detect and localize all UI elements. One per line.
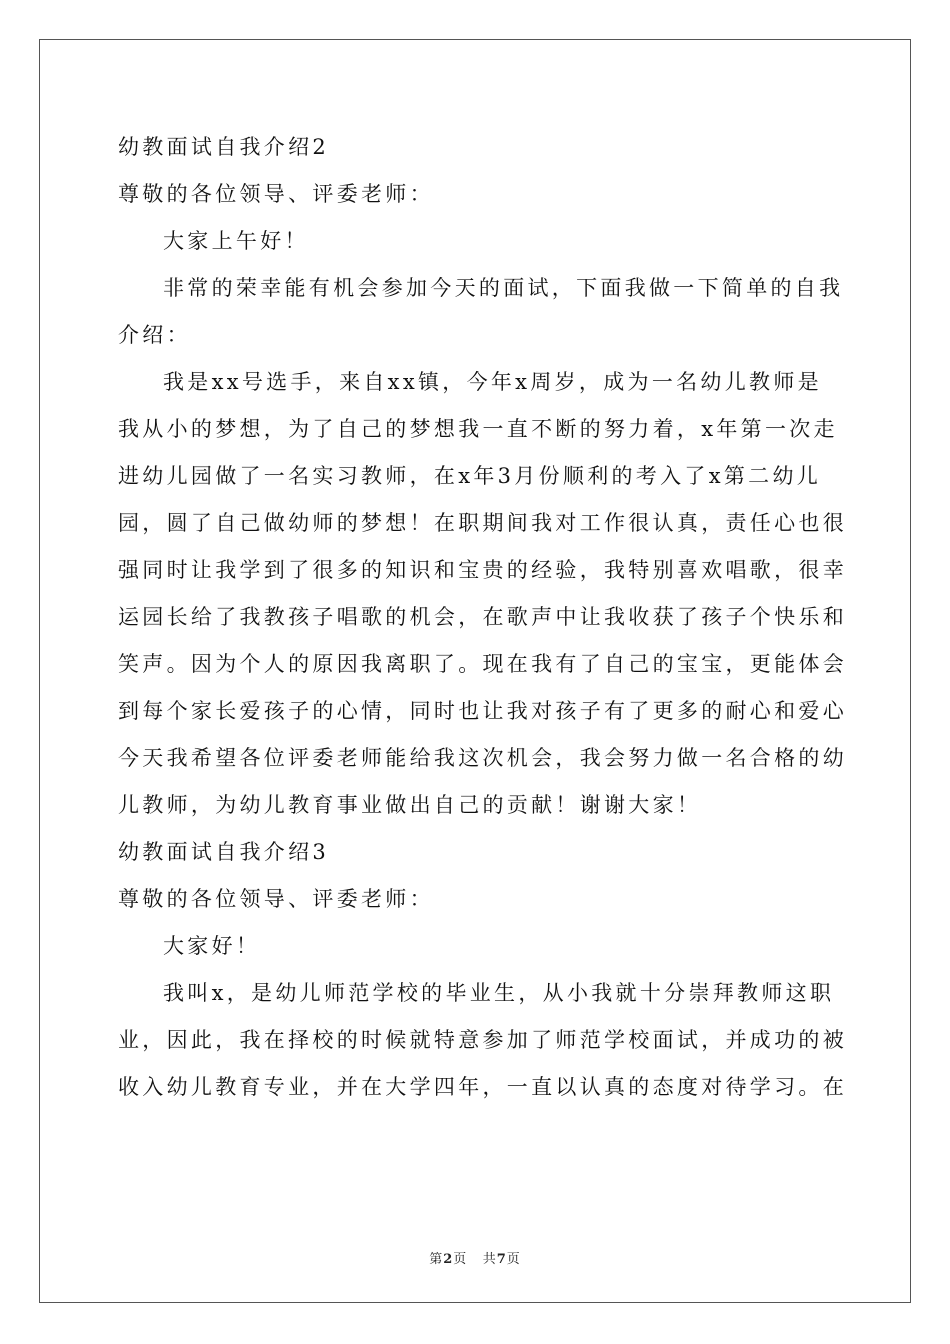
salutation: 尊敬的各位领导、评委老师： — [118, 182, 434, 206]
paragraph-line: 我从小的梦想，为了自己的梦想我一直不断的努力着，x年第一次走 — [118, 417, 838, 441]
paragraph-line: 收入幼儿教育专业，并在大学四年，一直以认真的态度对待学习。在 — [118, 1075, 847, 1099]
paragraph-line: 园，圆了自己做幼师的梦想！在职期间我对工作很认真，责任心也很 — [118, 511, 847, 535]
paragraph-line: 强同时让我学到了很多的知识和宝贵的经验，我特别喜欢唱歌，很幸 — [118, 558, 847, 582]
section-heading: 幼教面试自我介绍2 — [118, 135, 330, 159]
paragraph-line: 介绍： — [118, 323, 191, 347]
document-body — [118, 124, 847, 1111]
page-current: 2 — [443, 1252, 454, 1267]
paragraph-line: 我是xx号选手，来自xx镇，今年x周岁，成为一名幼儿教师是 — [163, 370, 822, 394]
paragraph-line: 笑声。因为个人的原因我离职了。现在我有了自己的宝宝，更能体会 — [118, 652, 847, 676]
paragraph-line: 进幼儿园做了一名实习教师，在x年3月份顺利的考入了x第二幼儿 — [118, 464, 822, 488]
paragraph-line: 我叫x，是幼儿师范学校的毕业生，从小我就十分崇拜教师这职 — [163, 981, 835, 1005]
paragraph-line: 业，因此，我在择校的时候就特意参加了师范学校面试，并成功的被 — [118, 1028, 847, 1052]
page-prefix: 第 — [429, 1252, 444, 1267]
greeting: 大家好！ — [163, 934, 261, 958]
paragraph-line: 非常的荣幸能有机会参加今天的面试，下面我做一下简单的自我 — [163, 276, 844, 300]
page-total: 7 — [496, 1252, 507, 1267]
total-prefix: 共 — [482, 1252, 497, 1267]
salutation: 尊敬的各位领导、评委老师： — [118, 887, 434, 911]
paragraph-line: 儿教师，为幼儿教育事业做出自己的贡献！谢谢大家！ — [118, 793, 702, 817]
total-suffix: 页 — [506, 1252, 521, 1267]
section-heading: 幼教面试自我介绍3 — [118, 840, 330, 864]
page-suffix: 页 — [453, 1252, 468, 1267]
paragraph-line: 今天我希望各位评委老师能给我这次机会，我会努力做一名合格的幼 — [118, 746, 847, 770]
paragraph-line: 运园长给了我教孩子唱歌的机会，在歌声中让我收获了孩子个快乐和 — [118, 605, 847, 629]
page-footer — [0, 1248, 950, 1267]
greeting: 大家上午好！ — [163, 229, 309, 253]
paragraph-line: 到每个家长爱孩子的心情，同时也让我对孩子有了更多的耐心和爱心 — [118, 699, 847, 723]
